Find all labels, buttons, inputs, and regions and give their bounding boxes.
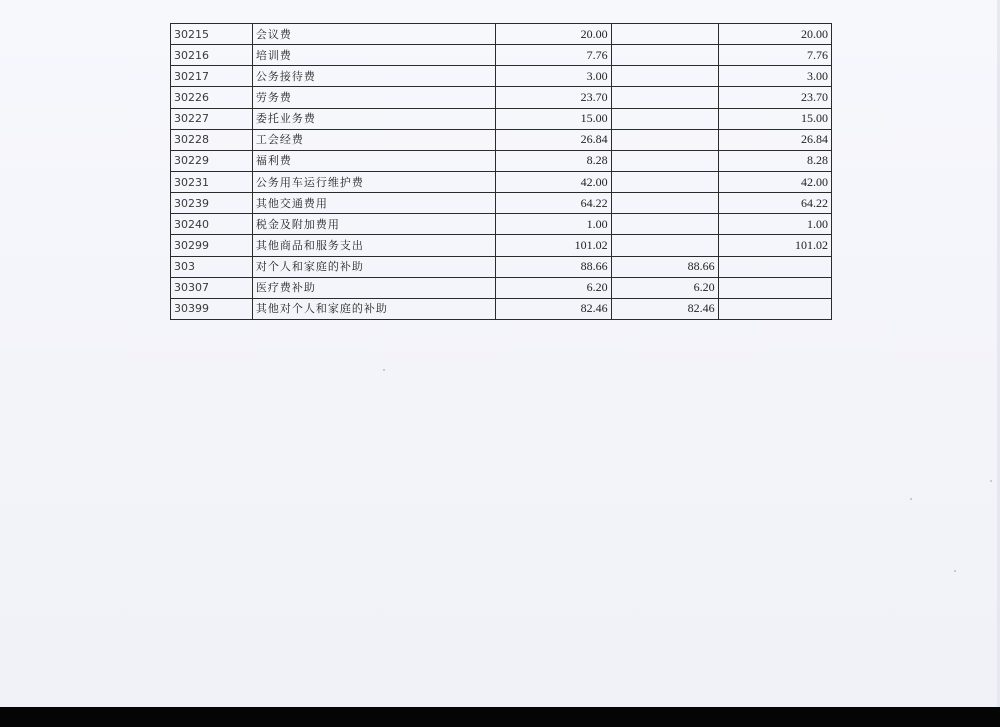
total-amount-cell: 82.46 xyxy=(496,298,611,319)
table-row xyxy=(171,171,832,192)
account-name-cell: 公务用车运行维护费 xyxy=(252,171,495,192)
public-amount-cell: 42.00 xyxy=(718,171,831,192)
public-amount-cell: 20.00 xyxy=(718,24,831,45)
public-amount-cell: 101.02 xyxy=(718,235,831,256)
account-code-cell: 30216 xyxy=(171,45,253,66)
account-code-cell: 30239 xyxy=(171,193,253,214)
personnel-amount-cell xyxy=(611,24,718,45)
account-code-cell: 30226 xyxy=(171,87,253,108)
personnel-amount-cell xyxy=(611,171,718,192)
account-name-cell: 其他对个人和家庭的补助 xyxy=(252,298,495,319)
table-row xyxy=(171,235,832,256)
scan-speck xyxy=(954,570,956,572)
public-amount-cell: 26.84 xyxy=(718,129,831,150)
account-name-cell: 培训费 xyxy=(252,45,495,66)
table-row xyxy=(171,298,832,319)
personnel-amount-cell xyxy=(611,129,718,150)
account-code-cell: 30215 xyxy=(171,24,253,45)
account-code-cell: 30307 xyxy=(171,277,253,298)
total-amount-cell: 26.84 xyxy=(496,129,611,150)
table-row xyxy=(171,150,832,171)
total-amount-cell: 23.70 xyxy=(496,87,611,108)
table-row xyxy=(171,214,832,235)
account-code-cell: 30240 xyxy=(171,214,253,235)
scanner-bottom-bar xyxy=(0,707,1000,727)
total-amount-cell: 8.28 xyxy=(496,150,611,171)
total-amount-cell: 20.00 xyxy=(496,24,611,45)
scan-speck xyxy=(990,480,992,482)
personnel-amount-cell: 6.20 xyxy=(611,277,718,298)
public-amount-cell xyxy=(718,256,831,277)
personnel-amount-cell xyxy=(611,214,718,235)
public-amount-cell: 8.28 xyxy=(718,150,831,171)
account-name-cell: 委托业务费 xyxy=(252,108,495,129)
total-amount-cell: 42.00 xyxy=(496,171,611,192)
table-body xyxy=(171,24,832,320)
account-code-cell: 30217 xyxy=(171,66,253,87)
personnel-amount-cell xyxy=(611,150,718,171)
account-code-cell: 30227 xyxy=(171,108,253,129)
public-amount-cell: 1.00 xyxy=(718,214,831,235)
total-amount-cell: 1.00 xyxy=(496,214,611,235)
account-name-cell: 公务接待费 xyxy=(252,66,495,87)
public-amount-cell: 23.70 xyxy=(718,87,831,108)
account-code-cell: 30299 xyxy=(171,235,253,256)
personnel-amount-cell xyxy=(611,108,718,129)
account-code-cell: 303 xyxy=(171,256,253,277)
personnel-amount-cell xyxy=(611,45,718,66)
account-code-cell: 30229 xyxy=(171,150,253,171)
scan-speck xyxy=(910,498,912,500)
public-amount-cell: 7.76 xyxy=(718,45,831,66)
table-row xyxy=(171,277,832,298)
total-amount-cell: 3.00 xyxy=(496,66,611,87)
table-row xyxy=(171,66,832,87)
table-row xyxy=(171,87,832,108)
table-row xyxy=(171,45,832,66)
account-name-cell: 工会经费 xyxy=(252,129,495,150)
table-row xyxy=(171,256,832,277)
public-amount-cell xyxy=(718,277,831,298)
personnel-amount-cell xyxy=(611,87,718,108)
personnel-amount-cell: 88.66 xyxy=(611,256,718,277)
personnel-amount-cell xyxy=(611,66,718,87)
personnel-amount-cell: 82.46 xyxy=(611,298,718,319)
table-row xyxy=(171,24,832,45)
table-row xyxy=(171,193,832,214)
account-name-cell: 会议费 xyxy=(252,24,495,45)
total-amount-cell: 64.22 xyxy=(496,193,611,214)
account-code-cell: 30231 xyxy=(171,171,253,192)
table-row xyxy=(171,108,832,129)
personnel-amount-cell xyxy=(611,193,718,214)
public-amount-cell: 3.00 xyxy=(718,66,831,87)
public-amount-cell: 15.00 xyxy=(718,108,831,129)
account-code-cell: 30228 xyxy=(171,129,253,150)
account-code-cell: 30399 xyxy=(171,298,253,319)
total-amount-cell: 101.02 xyxy=(496,235,611,256)
account-name-cell: 税金及附加费用 xyxy=(252,214,495,235)
table-row xyxy=(171,129,832,150)
account-name-cell: 劳务费 xyxy=(252,87,495,108)
public-amount-cell xyxy=(718,298,831,319)
account-name-cell: 医疗费补助 xyxy=(252,277,495,298)
total-amount-cell: 88.66 xyxy=(496,256,611,277)
account-name-cell: 对个人和家庭的补助 xyxy=(252,256,495,277)
account-name-cell: 其他商品和服务支出 xyxy=(252,235,495,256)
scan-speck xyxy=(383,369,385,371)
total-amount-cell: 6.20 xyxy=(496,277,611,298)
personnel-amount-cell xyxy=(611,235,718,256)
total-amount-cell: 15.00 xyxy=(496,108,611,129)
public-amount-cell: 64.22 xyxy=(718,193,831,214)
total-amount-cell: 7.76 xyxy=(496,45,611,66)
account-name-cell: 福利费 xyxy=(252,150,495,171)
account-name-cell: 其他交通费用 xyxy=(252,193,495,214)
expenditure-table xyxy=(170,23,832,320)
